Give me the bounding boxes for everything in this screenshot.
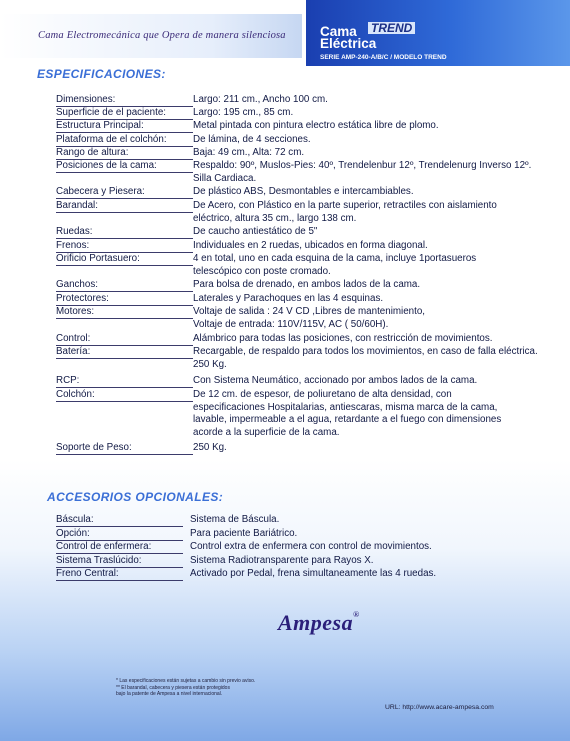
spec-value [193,186,563,199]
spec-value [193,120,563,133]
header-tagline: Cama Electromecánica que Opera de manera silenciosa [38,30,286,41]
spec-value [193,160,563,185]
spec-value-line: Individuales en 2 ruedas, ubicados en forma diagonal. [193,240,428,251]
spec-row [56,240,556,254]
trend-badge: TREND [368,22,415,34]
spec-value [193,226,563,239]
spec-label: Cabecera y Piesera: [56,186,193,199]
header-product-banner [306,0,570,66]
spec-value-line: 250 Kg. [193,442,227,453]
specs-title: ESPECIFICACIONES: [37,67,166,81]
spec-label: Ganchos: [56,279,193,292]
spec-label: Colchón: [56,389,193,402]
spec-value-line: eléctrico, altura 35 cm., largo 138 cm. [193,212,357,224]
accessory-value: Sistema de Báscula. [190,514,280,525]
spec-value [193,306,563,331]
spec-row [56,186,556,200]
footnote-2: ** El barandal, cabecera y piesera están protegidos [116,684,230,691]
spec-row [56,333,556,347]
spec-value [193,240,563,253]
spec-label: Estructura Principal: [56,120,193,133]
spec-label: Protectores: [56,293,193,306]
spec-value [193,147,563,160]
spec-value-line: acorde a la superficie de la cama. [193,426,340,438]
spec-label: Superficie de el paciente: [56,107,193,120]
spec-row [56,200,556,224]
product-title-line1: Cama [320,24,357,39]
spec-label: Batería: [56,346,193,359]
accessory-label: Báscula: [56,514,183,527]
spec-value [193,134,563,147]
spec-row [56,306,556,330]
spec-row [56,279,556,293]
spec-row [56,107,556,121]
spec-label: Posiciones de la cama: [56,160,193,173]
spec-value-line: Largo: 195 cm., 85 cm. [193,107,294,118]
spec-value [193,94,563,107]
spec-value-line: Respaldo: 90º, Muslos-Pies: 40º, Trendelenbur 12º, Trendelenurg Inverso 12º. [193,160,532,171]
spec-row [56,346,556,370]
website-url: URL: http://www.acare-ampesa.com [385,704,494,711]
accessory-value: Activado por Pedal, frena simultaneamente las 4 ruedas. [190,568,437,579]
spec-value-line: Recargable, de respaldo para todos los movimientos, en caso de falla eléctrica. [193,346,538,357]
spec-value-line: De Acero, con Plástico en la parte superior, retractiles con aislamiento [193,200,497,211]
spec-label: Frenos: [56,240,193,253]
ampesa-logo [278,610,360,636]
spec-value-line: 4 en total, uno en cada esquina de la cama, incluye 1portasueros [193,253,477,264]
spec-value-line: Laterales y Parachoques en las 4 esquinas. [193,293,384,304]
accessory-label: Sistema Traslúcido: [56,555,183,568]
accessory-value: Control extra de enfermera con control de movimientos. [190,541,432,552]
spec-value-line: Metal pintada con pintura electro estática libre de plomo. [193,120,439,131]
accessory-row [56,568,556,582]
spec-label: Control: [56,333,193,346]
spec-row [56,442,556,456]
spec-row [56,160,556,184]
spec-label: Ruedas: [56,226,193,239]
spec-row [56,147,556,161]
spec-value-line: Para bolsa de drenado, en ambos lados de la cama. [193,279,421,290]
spec-value [193,346,563,371]
spec-value-line: De lámina, de 4 secciones. [193,134,311,145]
spec-value-line: Voltaje de salida : 24 V CD ,Libres de mantenimiento, [193,306,425,317]
spec-label: RCP: [56,375,193,388]
spec-row [56,226,556,240]
spec-value [193,442,563,455]
spec-value [193,107,563,120]
spec-value-line: Largo: 211 cm., Ancho 100 cm. [193,94,328,105]
spec-label: Motores: [56,306,193,319]
footnote-3: bajo la patente de Ampesa a nivel internacional. [116,691,223,697]
spec-value-line: De plástico ABS, Desmontables e intercambiables. [193,186,414,197]
spec-value [193,293,563,306]
accessory-label: Freno Central: [56,568,183,581]
spec-label: Barandal: [56,200,193,213]
spec-row [56,120,556,134]
spec-row [56,134,556,148]
spec-row [56,389,556,438]
accessory-value: Para paciente Bariátrico. [190,528,298,539]
spec-value-line: telescópico con poste cromado. [193,265,331,277]
spec-value-line: Baja: 49 cm., Alta: 72 cm. [193,147,305,158]
accessories-title: ACCESORIOS OPCIONALES: [47,490,224,504]
product-title-line2: Eléctrica [320,36,377,51]
spec-label: Orificio Portasuero: [56,253,193,266]
spec-value-line: lavable, impermeable a el agua, retardante a el fuego con dimensiones [193,414,502,426]
spec-value-line: Con Sistema Neumático, accionado por ambos lados de la cama. [193,375,478,386]
registered-mark: ® [353,610,360,619]
spec-label: Soporte de Peso: [56,442,193,455]
accessory-row [56,528,556,542]
spec-label: Dimensiones: [56,94,193,107]
spec-value [193,389,563,439]
logo-text: Ampesa [278,610,354,635]
spec-value [193,200,563,225]
spec-value-line: Alámbrico para todas las posiciones, con restricción de movimientos. [193,333,493,344]
spec-value [193,279,563,292]
accessory-row [56,514,556,528]
spec-value [193,333,563,346]
spec-row [56,253,556,277]
spec-row [56,293,556,307]
spec-value-line: De 12 cm. de espesor, de poliuretano de alta densidad, con [193,389,452,400]
spec-row [56,375,556,389]
accessory-label: Opción: [56,528,183,541]
accessory-row [56,541,556,555]
spec-value [193,375,563,388]
series-label: SERIE AMP-240-A/B/C / MODELO TREND [320,54,447,61]
spec-value-line: De caucho antiestático de 5" [193,226,318,237]
spec-row [56,94,556,108]
spec-value [193,253,563,278]
spec-value-line: Voltaje de entrada: 110V/115V, AC ( 50/60H). [193,318,389,330]
accessory-value: Sistema Radiotransparente para Rayos X. [190,555,374,566]
accessory-row [56,555,556,569]
spec-label: Rango de altura: [56,147,193,160]
spec-label: Plataforma de el colchón: [56,134,193,147]
accessory-label: Control de enfermera: [56,541,183,554]
footnote-1: * Las especificaciones están sujetas a cambio sin previo aviso. [116,678,256,684]
spec-value-line: Silla Cardiaca. [193,172,257,184]
spec-value-line: 250 Kg. [193,358,227,370]
spec-value-line: especificaciones Hospitalarias, antiescaras, misma marca de la cama, [193,401,498,413]
